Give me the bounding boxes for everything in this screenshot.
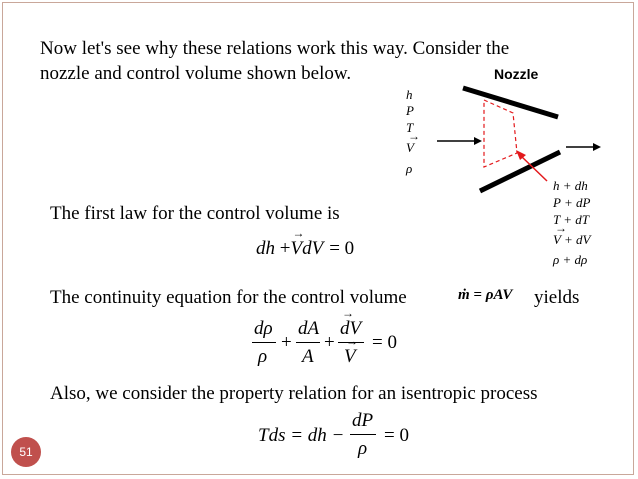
nozzle-upper-wall xyxy=(463,88,558,117)
outlet-label-p: P + dP xyxy=(553,195,591,210)
frac1-bar xyxy=(252,342,276,343)
frac3-den: → V xyxy=(344,346,356,368)
isentropic-lhs: Tds = dh − xyxy=(258,425,345,446)
first-law-text: The first law for the control volume is xyxy=(50,203,340,224)
intro-line-2: nozzle and control volume shown below. xyxy=(40,63,352,84)
nozzle-title: Nozzle xyxy=(494,66,539,82)
frac1-num: dρ xyxy=(254,318,273,339)
intro-line-1: Now let's see why these relations work this way. Consider the xyxy=(40,38,510,59)
outlet-arrow-head xyxy=(593,143,601,151)
outlet-label-h: h + dh xyxy=(553,178,588,193)
isentropic-text: Also, we consider the property relation for an isentropic process xyxy=(50,383,538,404)
slide-number-badge: 51 xyxy=(11,437,41,467)
outlet-label-rho: ρ + dρ xyxy=(553,252,588,267)
frac2-bar xyxy=(296,342,320,343)
nozzle-diagram xyxy=(400,60,630,280)
outlet-label-t: T + dT xyxy=(553,212,589,227)
inlet-label-h: h xyxy=(406,87,413,102)
inlet-arrow-head xyxy=(474,137,482,145)
mass-flow-formula: ṁ = ρAV xyxy=(458,287,513,303)
plus-2: + xyxy=(324,332,335,353)
continuity-text: The continuity equation for the control volume xyxy=(50,287,407,308)
frac3-num: → dV xyxy=(340,318,361,340)
isentropic-num: dP xyxy=(352,410,374,431)
first-law-equation: dh +→ VdV = 0 xyxy=(256,238,354,260)
frac2-den: A xyxy=(302,346,314,367)
inlet-label-v: → V xyxy=(406,140,414,156)
isentropic-den: ρ xyxy=(358,438,368,459)
frac2-num: dA xyxy=(298,318,320,339)
inlet-label-t: T xyxy=(406,120,414,135)
continuity-rhs: = 0 xyxy=(372,332,397,353)
isentropic-rhs: = 0 xyxy=(384,425,409,446)
nozzle-drawing xyxy=(400,60,630,280)
continuity-yields: yields xyxy=(534,287,580,308)
outlet-label-v: → V + dV xyxy=(553,232,590,248)
plus-1: + xyxy=(281,332,292,353)
isentropic-bar xyxy=(350,434,376,435)
inlet-label-rho: ρ xyxy=(406,161,413,176)
inlet-label-p: P xyxy=(406,103,414,118)
control-volume xyxy=(484,100,517,167)
frac1-den: ρ xyxy=(258,346,268,367)
